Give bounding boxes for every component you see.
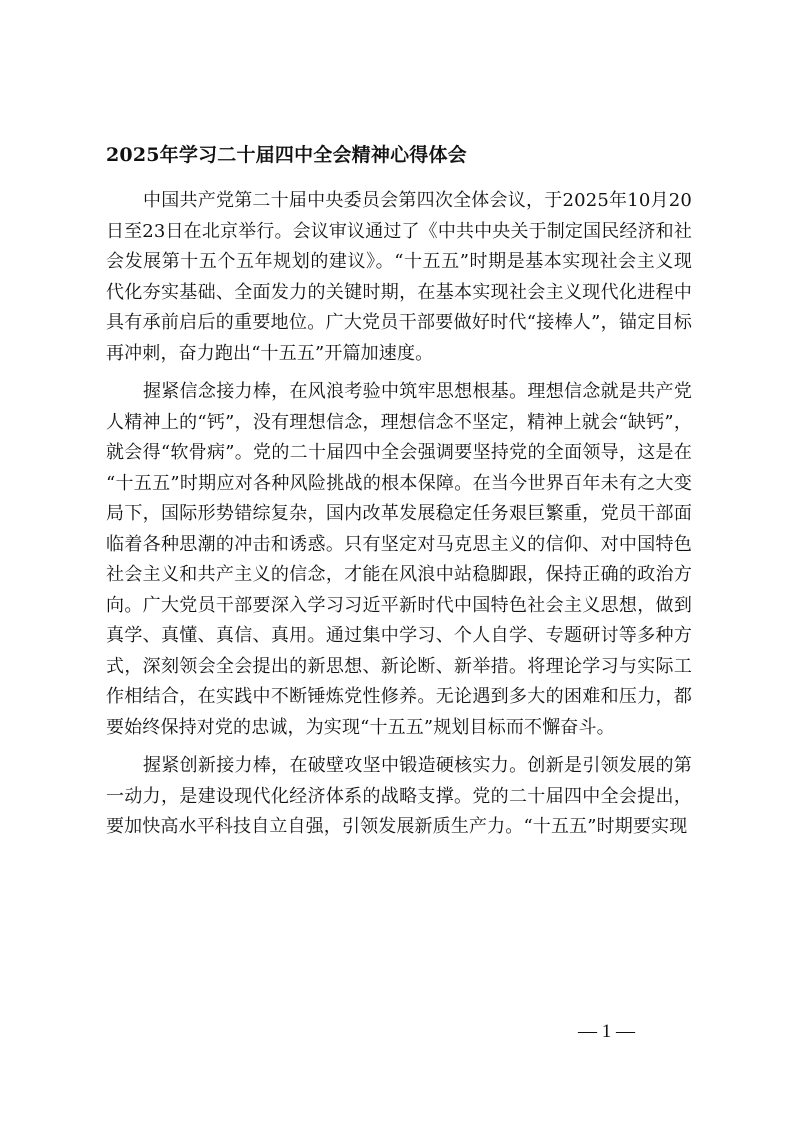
document-body: [106, 186, 692, 851]
paragraph-innovation: 握紧创新接力棒，在破壁攻坚中锻造硬核实力。创新是引领发展的第一动力，是建设现代化经济体系的战略支撑。党的二十届四中全会提出，要加快高水平科技自立自强，引领发展新质生产力。“十五五”时期要实现: [106, 755, 692, 837]
document-title: 2025年学习二十届四中全会精神心得体会: [106, 144, 467, 166]
page-number: — 1 —: [578, 1021, 635, 1042]
paragraph-belief: 握紧信念接力棒，在风浪考验中筑牢思想根基。理想信念就是共产党人精神上的“钙”，没有理想信念，理想信念不坚定，精神上就会“缺钙”，就会得“软骨病”。党的二十届四中全会强调要坚持党的全面领导，这是在“十五五”时期应对各种风险挑战的根本保障。在当今世界百年未有之大变局下，国际形势错综复杂，国内改革发展稳定任务艰巨繁重，党员干部面临着各种思潮的冲击和诱惑。只有坚定对马克思主义的信仰、对中国特色社会主义和共产主义的信念，才能在风浪中站稳脚跟，保持正确的政治方向。广大党员干部要深入学习习近平新时代中国特色社会主义思想，做到真学、真懂、真信、真用。通过集中学习、个人自学、专题研讨等多种方式，深刻领会全会提出的新思想、新论断、新举措。将理论学习与实际工作相结合，在实践中不断锤炼党性修养。无论遇到多大的困难和压力，都要始终保持对党的忠诚，为实现“十五五”规划目标而不懈奋斗。: [106, 381, 692, 738]
paragraph-intro: 中国共产党第二十届中央委员会第四次全体会议，于2025年10月20日至23日在北京举行。会议审议通过了《中共中央关于制定国民经济和社会发展第十五个五年规划的建议》。“十五五”时期是基本实现社会主义现代化夯实基础、全面发力的关键时期，在基本实现社会主义现代化进程中具有承前启后的重要地位。广大党员干部要做好时代“接棒人”，锚定目标再冲刺，奋力跑出“十五五”开篇加速度。: [106, 190, 692, 364]
